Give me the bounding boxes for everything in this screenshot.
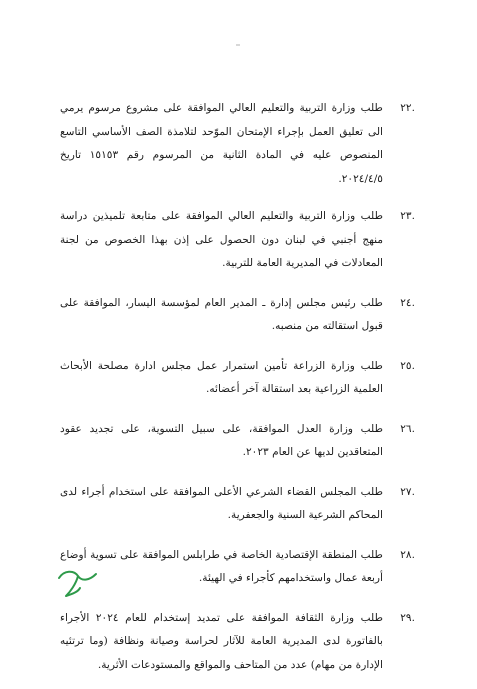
agenda-item (60, 544, 415, 591)
item-number: .٢٢ (400, 102, 415, 114)
handwritten-signature (56, 566, 100, 600)
item-number: .٢٧ (400, 485, 415, 498)
item-text: طلب رئيس مجلس إدارة ـ المدير العام لمؤسسة اليسار، الموافقة على قبول استقالته من منصبه. (60, 296, 383, 332)
agenda-item (60, 97, 415, 191)
item-number: .٢٣ (400, 210, 415, 222)
agenda-items-list (60, 97, 415, 677)
item-number: .٢٥ (400, 359, 415, 372)
item-number: .٢٨ (400, 548, 415, 561)
agenda-item (60, 355, 415, 402)
agenda-item (60, 292, 415, 339)
item-number: .٢٤ (400, 296, 415, 309)
item-text: طلب المجلس القضاء الشرعي الأعلى الموافقة على استخدام أجراء لدى المحاكم الشرعية السنية والجعفرية. (60, 485, 383, 521)
item-text: طلب وزارة العدل الموافقة، على سبيل التسوية، على تجديد عقود المتعاقدين لديها عن العام ٢٠٢٣. (60, 422, 383, 458)
item-number: .٢٩ (400, 611, 415, 624)
agenda-item (60, 481, 415, 528)
page-top-mark (236, 44, 240, 46)
item-text: طلب وزارة التربية والتعليم العالي الموافقة على متابعة تلميذين دراسة منهج أجنبي في لبنان دون الحصول على إذن بهذا الخصوص من لجنة المعادلات في المديرية العامة للتربية. (60, 210, 383, 269)
item-text: طلب وزارة التربية والتعليم العالي الموافقة على مشروع مرسوم يرمي الى تعليق العمل بإجراء الإمتحان الموّحد لتلامذة الصف الأساسي التاسع المنصوص عليه في المادة الثانية من المرسوم رقم ١٥١٥٣ تاريخ ٢٠٢٤/٤/٥. (60, 102, 383, 185)
agenda-item (60, 418, 415, 465)
item-text: طلب وزارة الثقافة الموافقة على تمديد إستخدام للعام ٢٠٢٤ الأجراء بالفاتورة لدى المديرية العامة للآثار لحراسة وصيانة ونظافة (وما ترتئيه الإدارة من مهام) عدد من المتاحف والمواقع والمستودعات الأثرية. (60, 611, 383, 671)
agenda-item (60, 205, 415, 276)
item-text: طلب وزارة الزراعة تأمين استمرار عمل مجلس ادارة مصلحة الأبحاث العلمية الزراعية بعد استقالة آخر أعضائه. (60, 359, 383, 395)
agenda-item (60, 607, 415, 678)
item-text: طلب المنطقة الإقتصادية الخاصة في طرابلس الموافقة على تسوية أوضاع أربعة عمال واستخدامهم كأجراء في الهيئة. (60, 548, 383, 584)
item-number: .٢٦ (400, 422, 415, 435)
